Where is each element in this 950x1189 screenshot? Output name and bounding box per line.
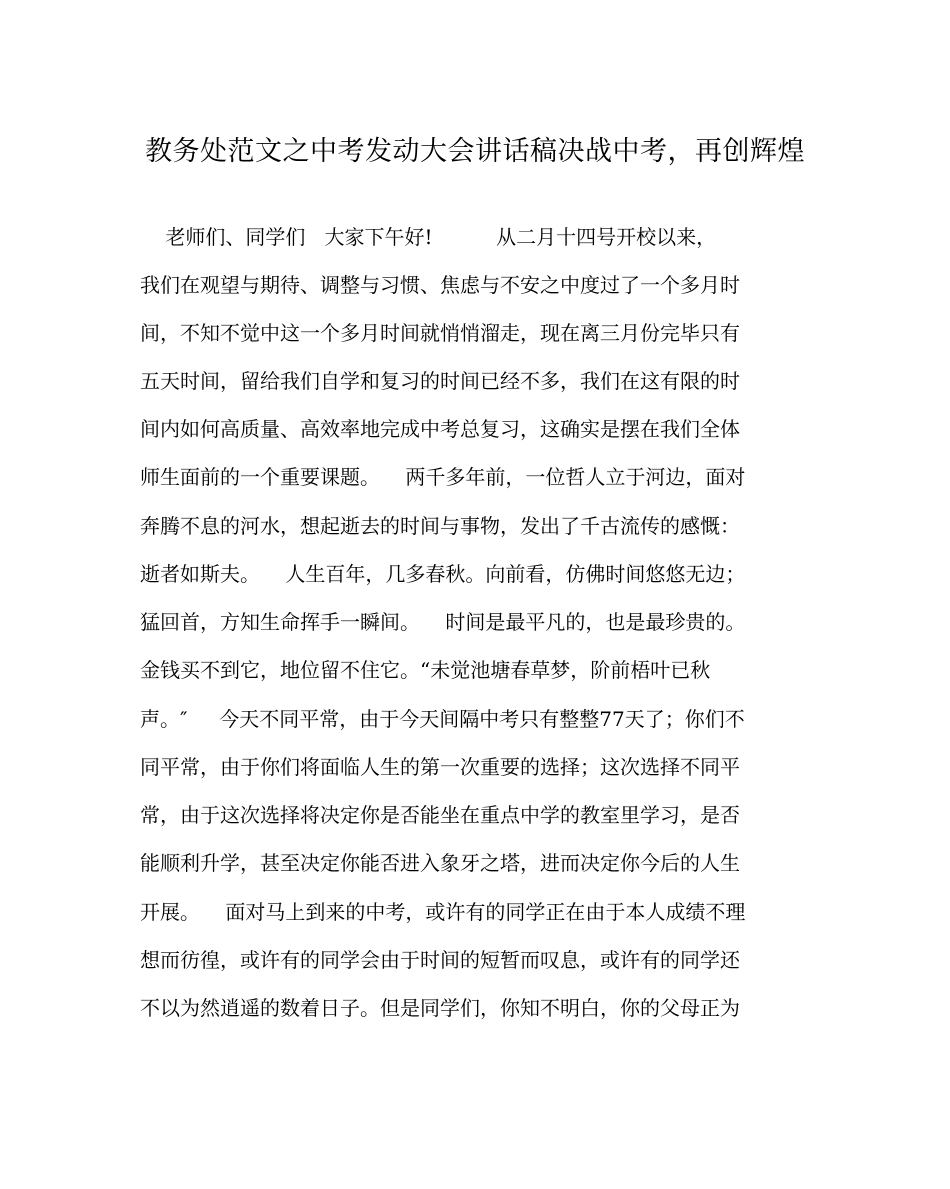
body-line-6: 师生面前的一个重要课题。 两千多年前，一位哲人立于河边，面对 <box>140 465 746 489</box>
body-line-12: 同平常，由于你们将面临人生的第一次重要的选择；这次选择不同平 <box>140 755 740 779</box>
body-line-15: 开展。 面对马上到来的中考，或许有的同学正在由于本人成绩不理 <box>140 900 746 924</box>
body-line-4: 五天时间，留给我们自学和复习的时间已经不多，我们在这有限的时 <box>140 369 740 393</box>
body-line-13: 常，由于这次选择将决定你是否能坐在重点中学的教室里学习，是否 <box>140 803 740 827</box>
body-line-2: 我们在观望与期待、调整与习惯、焦虑与不安之中度过了一个多月时 <box>140 273 740 297</box>
body-line-17: 不以为然逍遥的数着日子。但是同学们，你知不明白，你的父母正为 <box>140 996 740 1020</box>
body-line-10: 金钱买不到它，地位留不住它。“未觉池塘春草梦，阶前梧叶已秋 <box>140 658 711 682</box>
body-line-8: 逝者如斯夫。 人生百年，几多春秋。向前看，仿佛时间悠悠无边； <box>140 562 746 586</box>
body-line-11: 声。″ 今天不同平常，由于今天间隔中考只有整整77天了；你们不 <box>140 707 745 731</box>
body-line-9: 猛回首，方知生命挥手一瞬间。 时间是最平凡的，也是最珍贵的。 <box>140 610 746 634</box>
body-line-7: 奔腾不息的河水，想起逝去的时间与事物，发出了千古流传的感慨： <box>140 514 740 538</box>
body-line-3: 间，不知不觉中这一个多月时间就悄悄溜走，现在离三月份完毕只有 <box>140 321 740 345</box>
body-line-14: 能顺利升学，甚至决定你能否进入象牙之塔，进而决定你今后的人生 <box>140 851 740 875</box>
document-title: 教务处范文之中考发动大会讲话稿决战中考，再创辉煌 <box>145 136 805 167</box>
body-line-1: 老师们、同学们 大家下午好! 从二月十四号开校以来， <box>140 225 717 249</box>
body-line-16: 想而彷徨，或许有的同学会由于时间的短暂而叹息，或许有的同学还 <box>140 948 740 972</box>
body-line-5: 间内如何高质量、高效率地完成中考总复习，这确实是摆在我们全体 <box>140 417 740 441</box>
